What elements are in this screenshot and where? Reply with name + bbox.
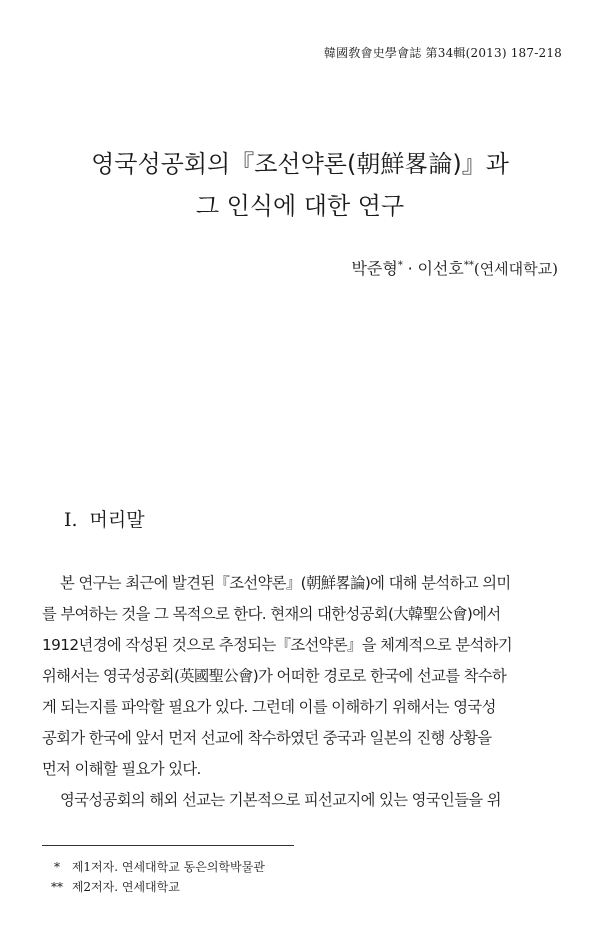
paragraph-line: 위해서는 영국성공회(英國聖公會)가 어떠한 경로로 한국에 선교를 착수하 — [42, 667, 507, 685]
author-1-name: 박준형 — [351, 259, 398, 278]
body-paragraphs — [42, 568, 562, 816]
footnote-1 — [46, 857, 265, 877]
section-heading — [64, 505, 145, 532]
paragraph-line: 본 연구는 최근에 발견된『조선약론』(朝鮮畧論)에 대해 분석하고 의미 — [60, 574, 511, 592]
author-2-name: 이선호 — [417, 259, 464, 278]
paragraph-line: 를 부여하는 것을 그 목적으로 한다. 현재의 대한성공회(大韓聖公會)에서 — [42, 605, 501, 623]
footnote-2-text: 제2저자. 연세대학교 — [71, 880, 180, 894]
author-1-footnote-mark: * — [397, 260, 403, 271]
section-title: 머리말 — [89, 509, 145, 531]
author-separator: · — [407, 259, 413, 278]
running-header: 韓國敎會史學會誌 第34輯(2013) 187-218 — [323, 46, 562, 60]
paragraph-line: 1912년경에 작성된 것으로 추정되는『조선약론』을 체계적으로 분석하기 — [42, 636, 513, 654]
paragraph-line: 게 되는지를 파악할 필요가 있다. 그런데 이를 이해하기 위해서는 영국성 — [42, 698, 496, 716]
paragraph-line: 공회가 한국에 앞서 먼저 선교에 착수하였던 중국과 일본의 진행 상황을 — [42, 729, 492, 747]
article-title-line-2: 그 인식에 대한 연구 — [195, 192, 405, 220]
author-affiliation: (연세대학교) — [473, 260, 558, 278]
article-title-line-1: 영국성공회의『조선약론(朝鮮畧論)』과 — [91, 150, 509, 178]
paragraph-line: 영국성공회의 해외 선교는 기본적으로 피선교지에 있는 영국인들을 위 — [60, 791, 501, 809]
footnote-1-text: 제1저자. 연세대학교 동은의학박물관 — [71, 860, 265, 874]
footnote-divider — [42, 845, 294, 846]
footnote-2-marker: ** — [51, 880, 63, 894]
author-2-footnote-mark: ** — [463, 260, 474, 271]
footnote-2 — [46, 877, 265, 897]
article-title — [0, 143, 600, 227]
paragraph-line: 먼저 이해할 필요가 있다. — [42, 760, 201, 778]
footnotes — [46, 857, 265, 897]
section-number: Ⅰ. — [64, 509, 78, 531]
author-byline — [351, 256, 558, 279]
footnote-1-marker: * — [54, 860, 60, 874]
